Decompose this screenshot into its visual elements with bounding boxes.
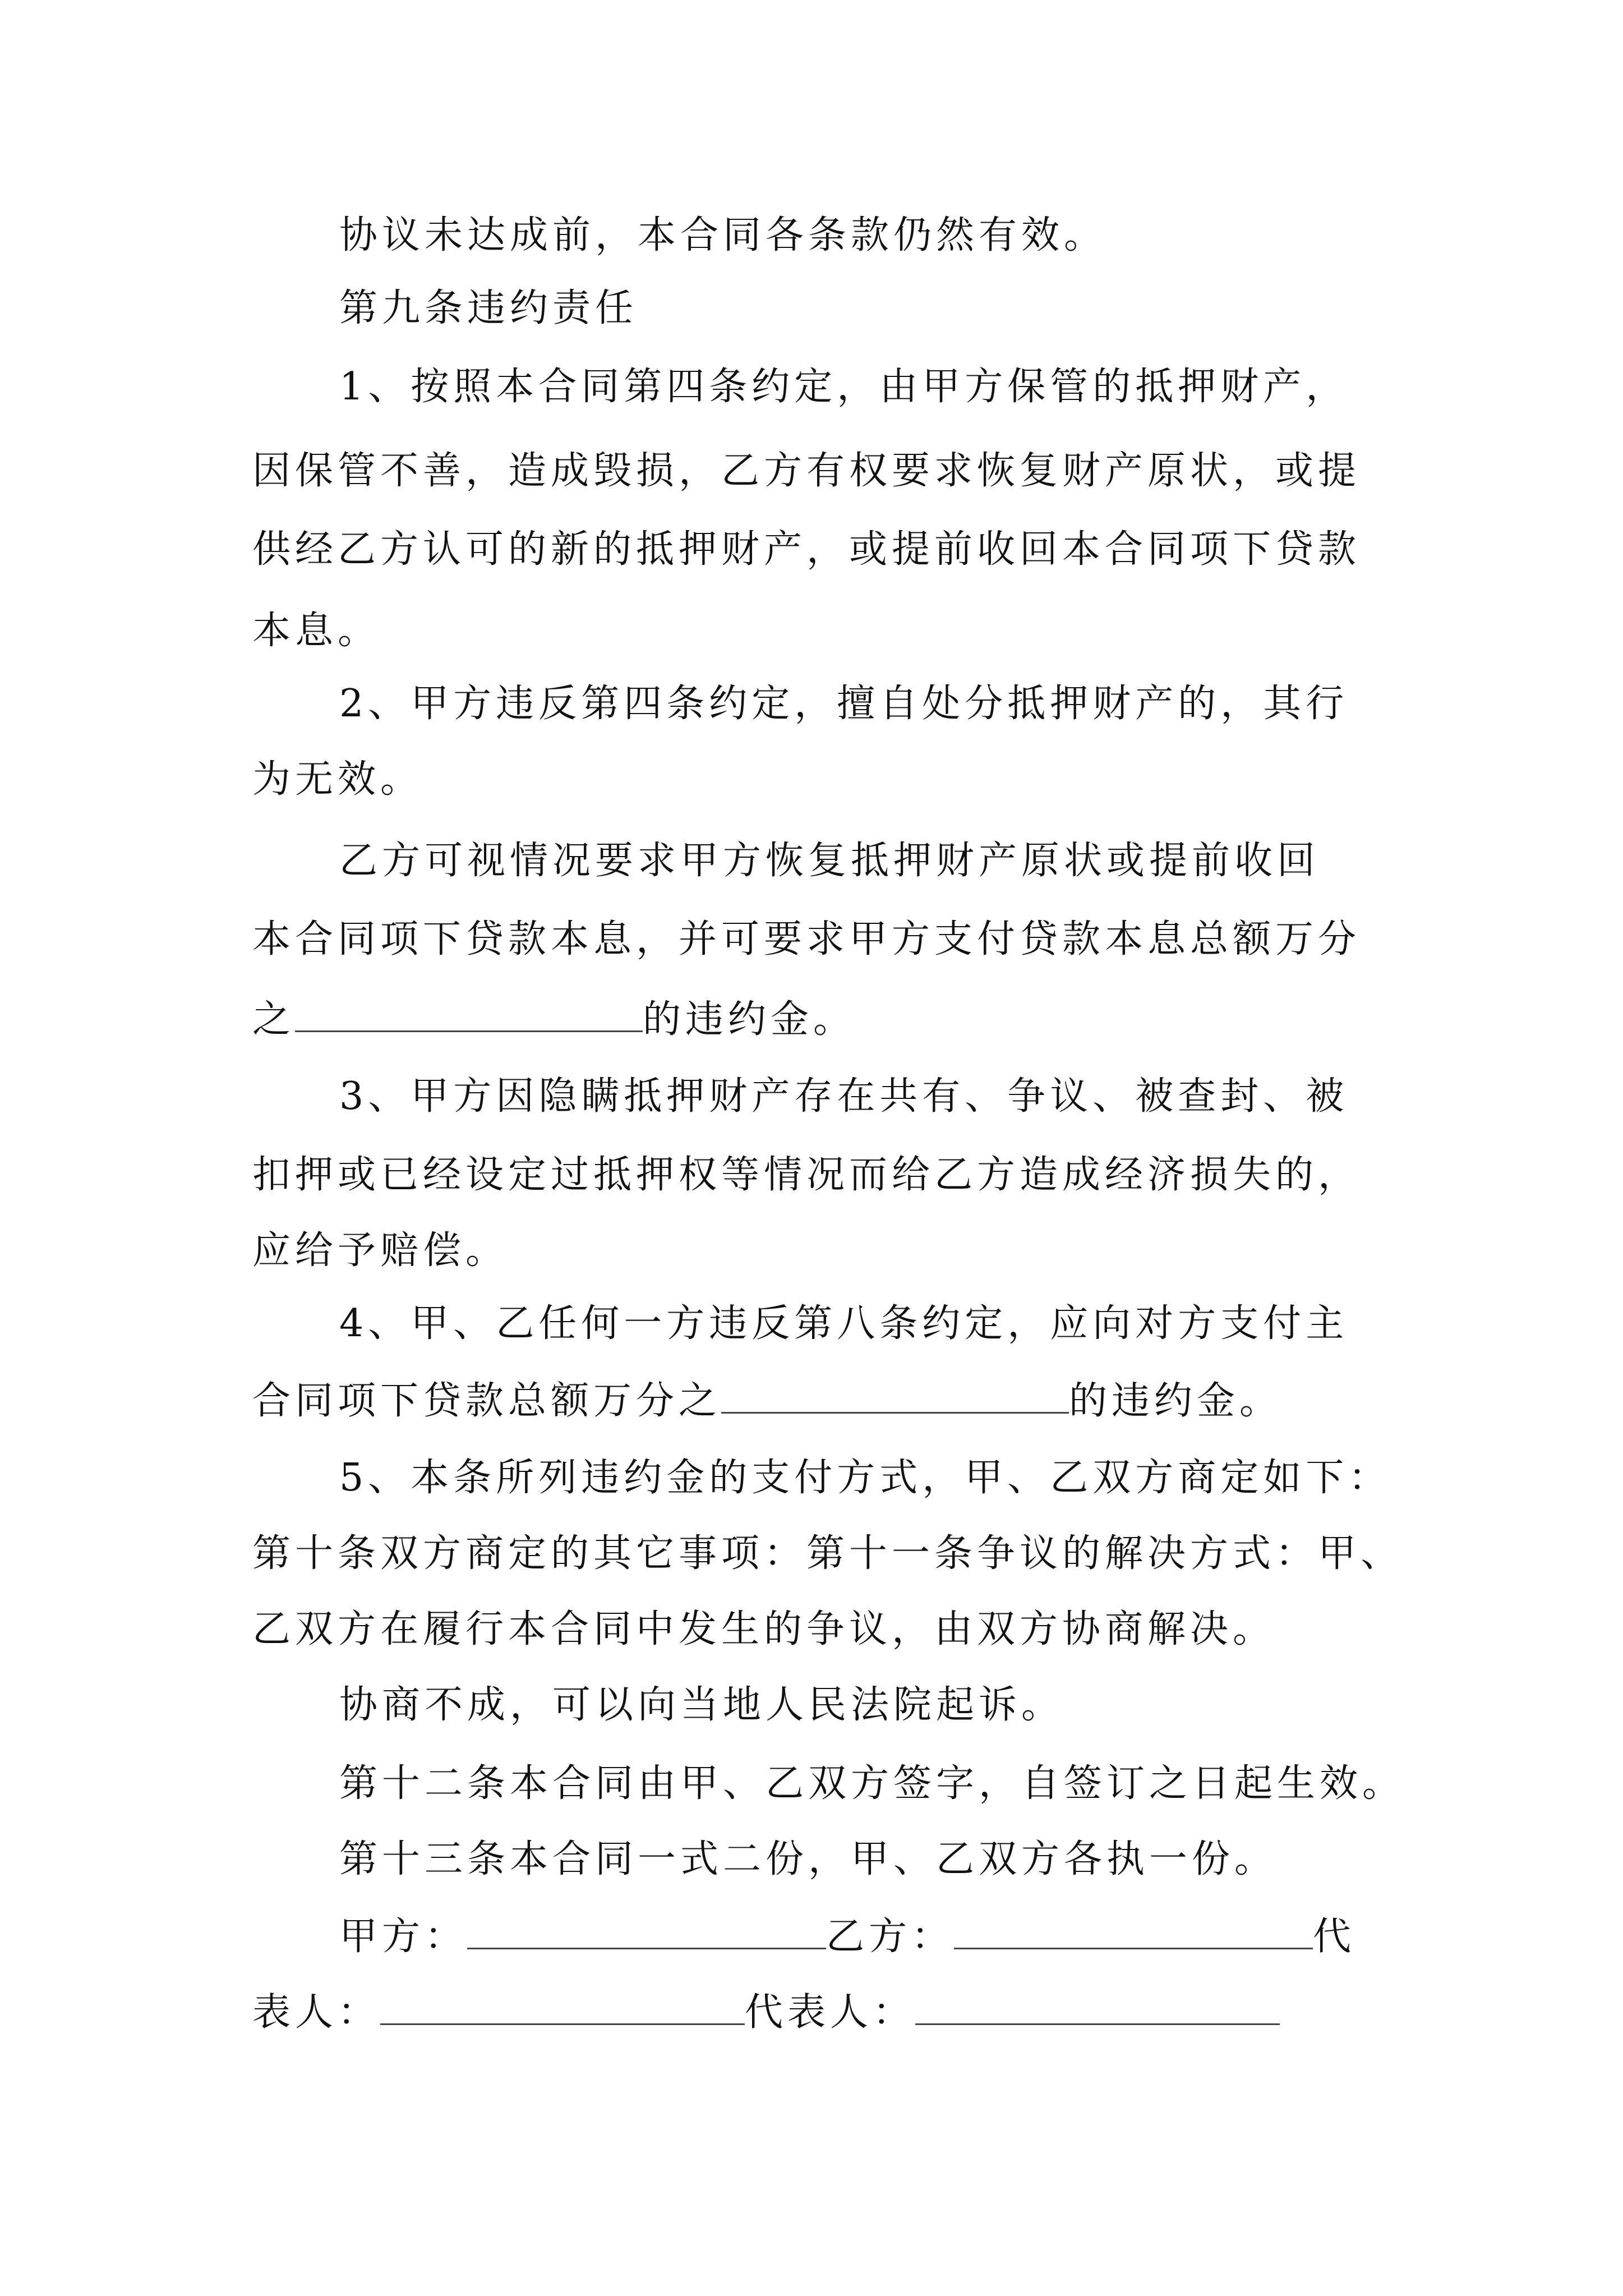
party-a-label: 甲方： — [339, 1915, 468, 1959]
text-line: 第十二条本合同由甲、乙双方签字，自签订之日起生效。 — [339, 1761, 1405, 1806]
text-line: 2、甲方违反第四条约定，擅自处分抵押财产的，其行 — [339, 682, 1349, 726]
rep-a-blank — [380, 1989, 745, 2025]
text-line: 因保管不善，造成毁损，乙方有权要求恢复财产原状，或提 — [252, 449, 1361, 493]
text-line: 第十条双方商定的其它事项：第十一条争议的解决方式：甲、 — [252, 1531, 1404, 1576]
text-line: 4、甲、乙任何一方违反第八条约定，应向对方支付主 — [339, 1301, 1349, 1346]
text-fragment: 的违约金。 — [1069, 1379, 1283, 1423]
rep-b-label: 代表人： — [745, 1990, 916, 2035]
text-line: 1、按照本合同第四条约定，由甲方保管的抵押财产， — [339, 365, 1349, 409]
text-fragment: 合同项下贷款总额万分之 — [252, 1379, 722, 1423]
text-line: 应给予赔偿。 — [252, 1228, 509, 1273]
text-fragment: 之 — [252, 997, 296, 1042]
blank-field — [295, 996, 643, 1032]
text-line: 本合同项下贷款本息，并可要求甲方支付贷款本息总额万分 — [252, 917, 1361, 961]
rep-a-label: 表人： — [252, 1990, 381, 2035]
clause4-line — [252, 1377, 1387, 1424]
party-b-label: 乙方： — [826, 1915, 955, 1959]
representative-line — [252, 1989, 1387, 2035]
penalty-line — [252, 996, 1387, 1042]
text-line: 3、甲方因隐瞒抵押财产存在共有、争议、被查封、被 — [339, 1074, 1349, 1119]
party-a-blank — [467, 1913, 826, 1949]
signature-line — [339, 1913, 1387, 1959]
text-line: 协议未达成前，本合同各条款仍然有效。 — [339, 213, 1107, 257]
text-line: 第十三条本合同一式二份，甲、乙双方各执一份。 — [339, 1837, 1278, 1881]
text-line: 扣押或已经设定过抵押权等情况而给乙方造成经济损失的， — [252, 1153, 1361, 1197]
text-fragment: 的违约金。 — [643, 997, 856, 1042]
text-fragment: 代 — [1313, 1915, 1356, 1959]
text-line: 5、本条所列违约金的支付方式，甲、乙双方商定如下： — [339, 1456, 1391, 1500]
text-line: 供经乙方认可的新的抵押财产，或提前收回本合同项下贷款 — [252, 527, 1361, 572]
blank-field — [721, 1377, 1069, 1414]
text-line: 本息。 — [252, 609, 381, 653]
text-line: 为无效。 — [252, 757, 423, 802]
section-heading: 第九条违约责任 — [339, 286, 638, 330]
rep-b-blank — [915, 1989, 1280, 2025]
party-b-blank — [954, 1913, 1313, 1949]
text-line: 乙方可视情况要求甲方恢复抵押财产原状或提前收回 — [339, 839, 1320, 883]
text-line: 乙双方在履行本合同中发生的争议，由双方协商解决。 — [252, 1607, 1276, 1651]
text-line: 协商不成，可以向当地人民法院起诉。 — [339, 1683, 1064, 1727]
